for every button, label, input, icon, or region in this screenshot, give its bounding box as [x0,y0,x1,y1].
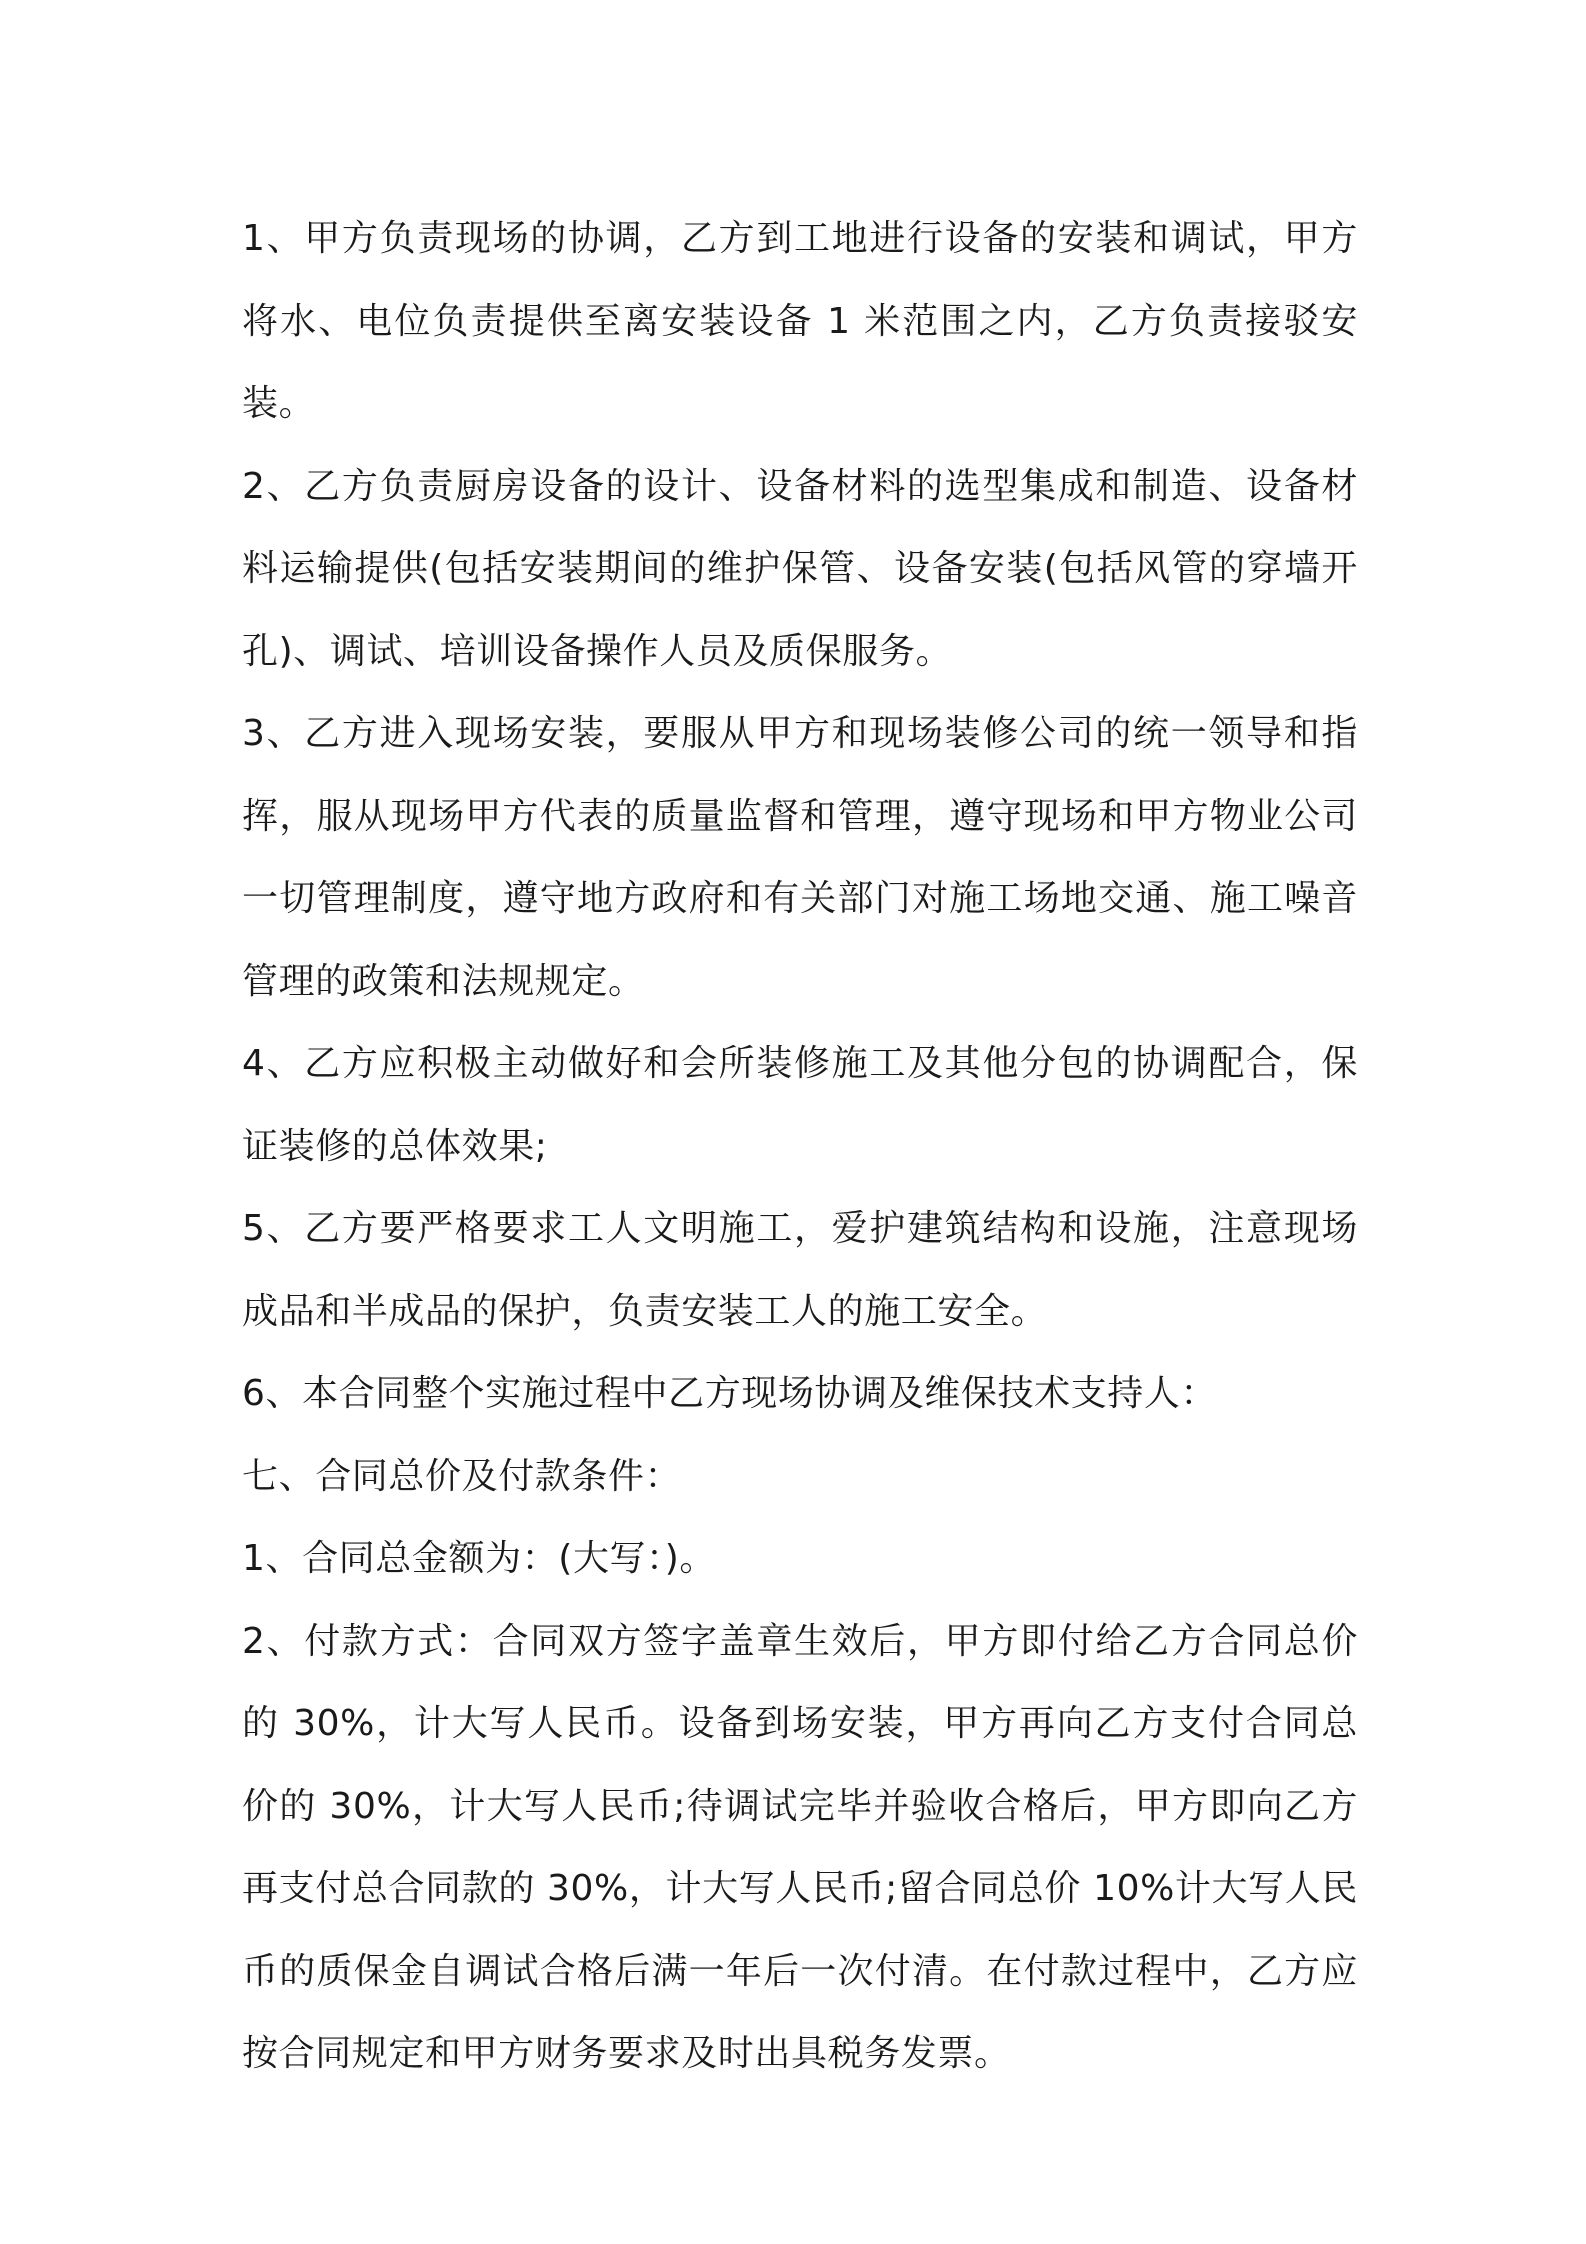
paragraph-item-6: 6、本合同整个实施过程中乙方现场协调及维保技术支持人： [242,1373,1218,1414]
paragraph-item-5: 5、乙方要严格要求工人文明施工，爱护建筑结构和设施，注意现场成品和半成品的保护，负责安装工人的施工安全。 [242,1208,1358,1332]
payment-item-2: 2、付款方式：合同双方签字盖章生效后，甲方即付给乙方合同总价的 30%，计大写人民币。设备到场安装，甲方再向乙方支付合同总价的 30%，计大写人民币;待调试完毕并验收合格后，甲方即向乙方再支付总合同款的 30%，计大写人民币;留合同总价 10%计大写人民币的质保金自调试合格后满一年后一次付清。在付款过程中，乙方应按合同规定和甲方财务要求及时出具税务发票。 [242,1620,1358,2074]
paragraph-item-4: 4、乙方应积极主动做好和会所装修施工及其他分包的协调配合，保证装修的总体效果; [242,1043,1358,1167]
paragraph-item-2: 2、乙方负责厨房设备的设计、设备材料的选型集成和制造、设备材料运输提供(包括安装期间的维护保管、设备安装(包括风管的穿墙开孔)、调试、培训设备操作人员及质保服务。 [242,465,1358,672]
document-body [242,198,1358,2096]
paragraph-item-1: 1、甲方负责现场的协调，乙方到工地进行设备的安装和调试，甲方将水、电位负责提供至离安装设备 1 米范围之内，乙方负责接驳安装。 [242,218,1358,424]
paragraph-item-3: 3、乙方进入现场安装，要服从甲方和现场装修公司的统一领导和指挥，服从现场甲方代表的质量监督和管理，遵守现场和甲方物业公司一切管理制度，遵守地方政府和有关部门对施工场地交通、施工噪音管理的政策和法规规定。 [242,713,1358,1002]
section-heading-7: 七、合同总价及付款条件： [242,1455,682,1497]
payment-item-1: 1、合同总金额为：(大写：)。 [242,1538,716,1579]
